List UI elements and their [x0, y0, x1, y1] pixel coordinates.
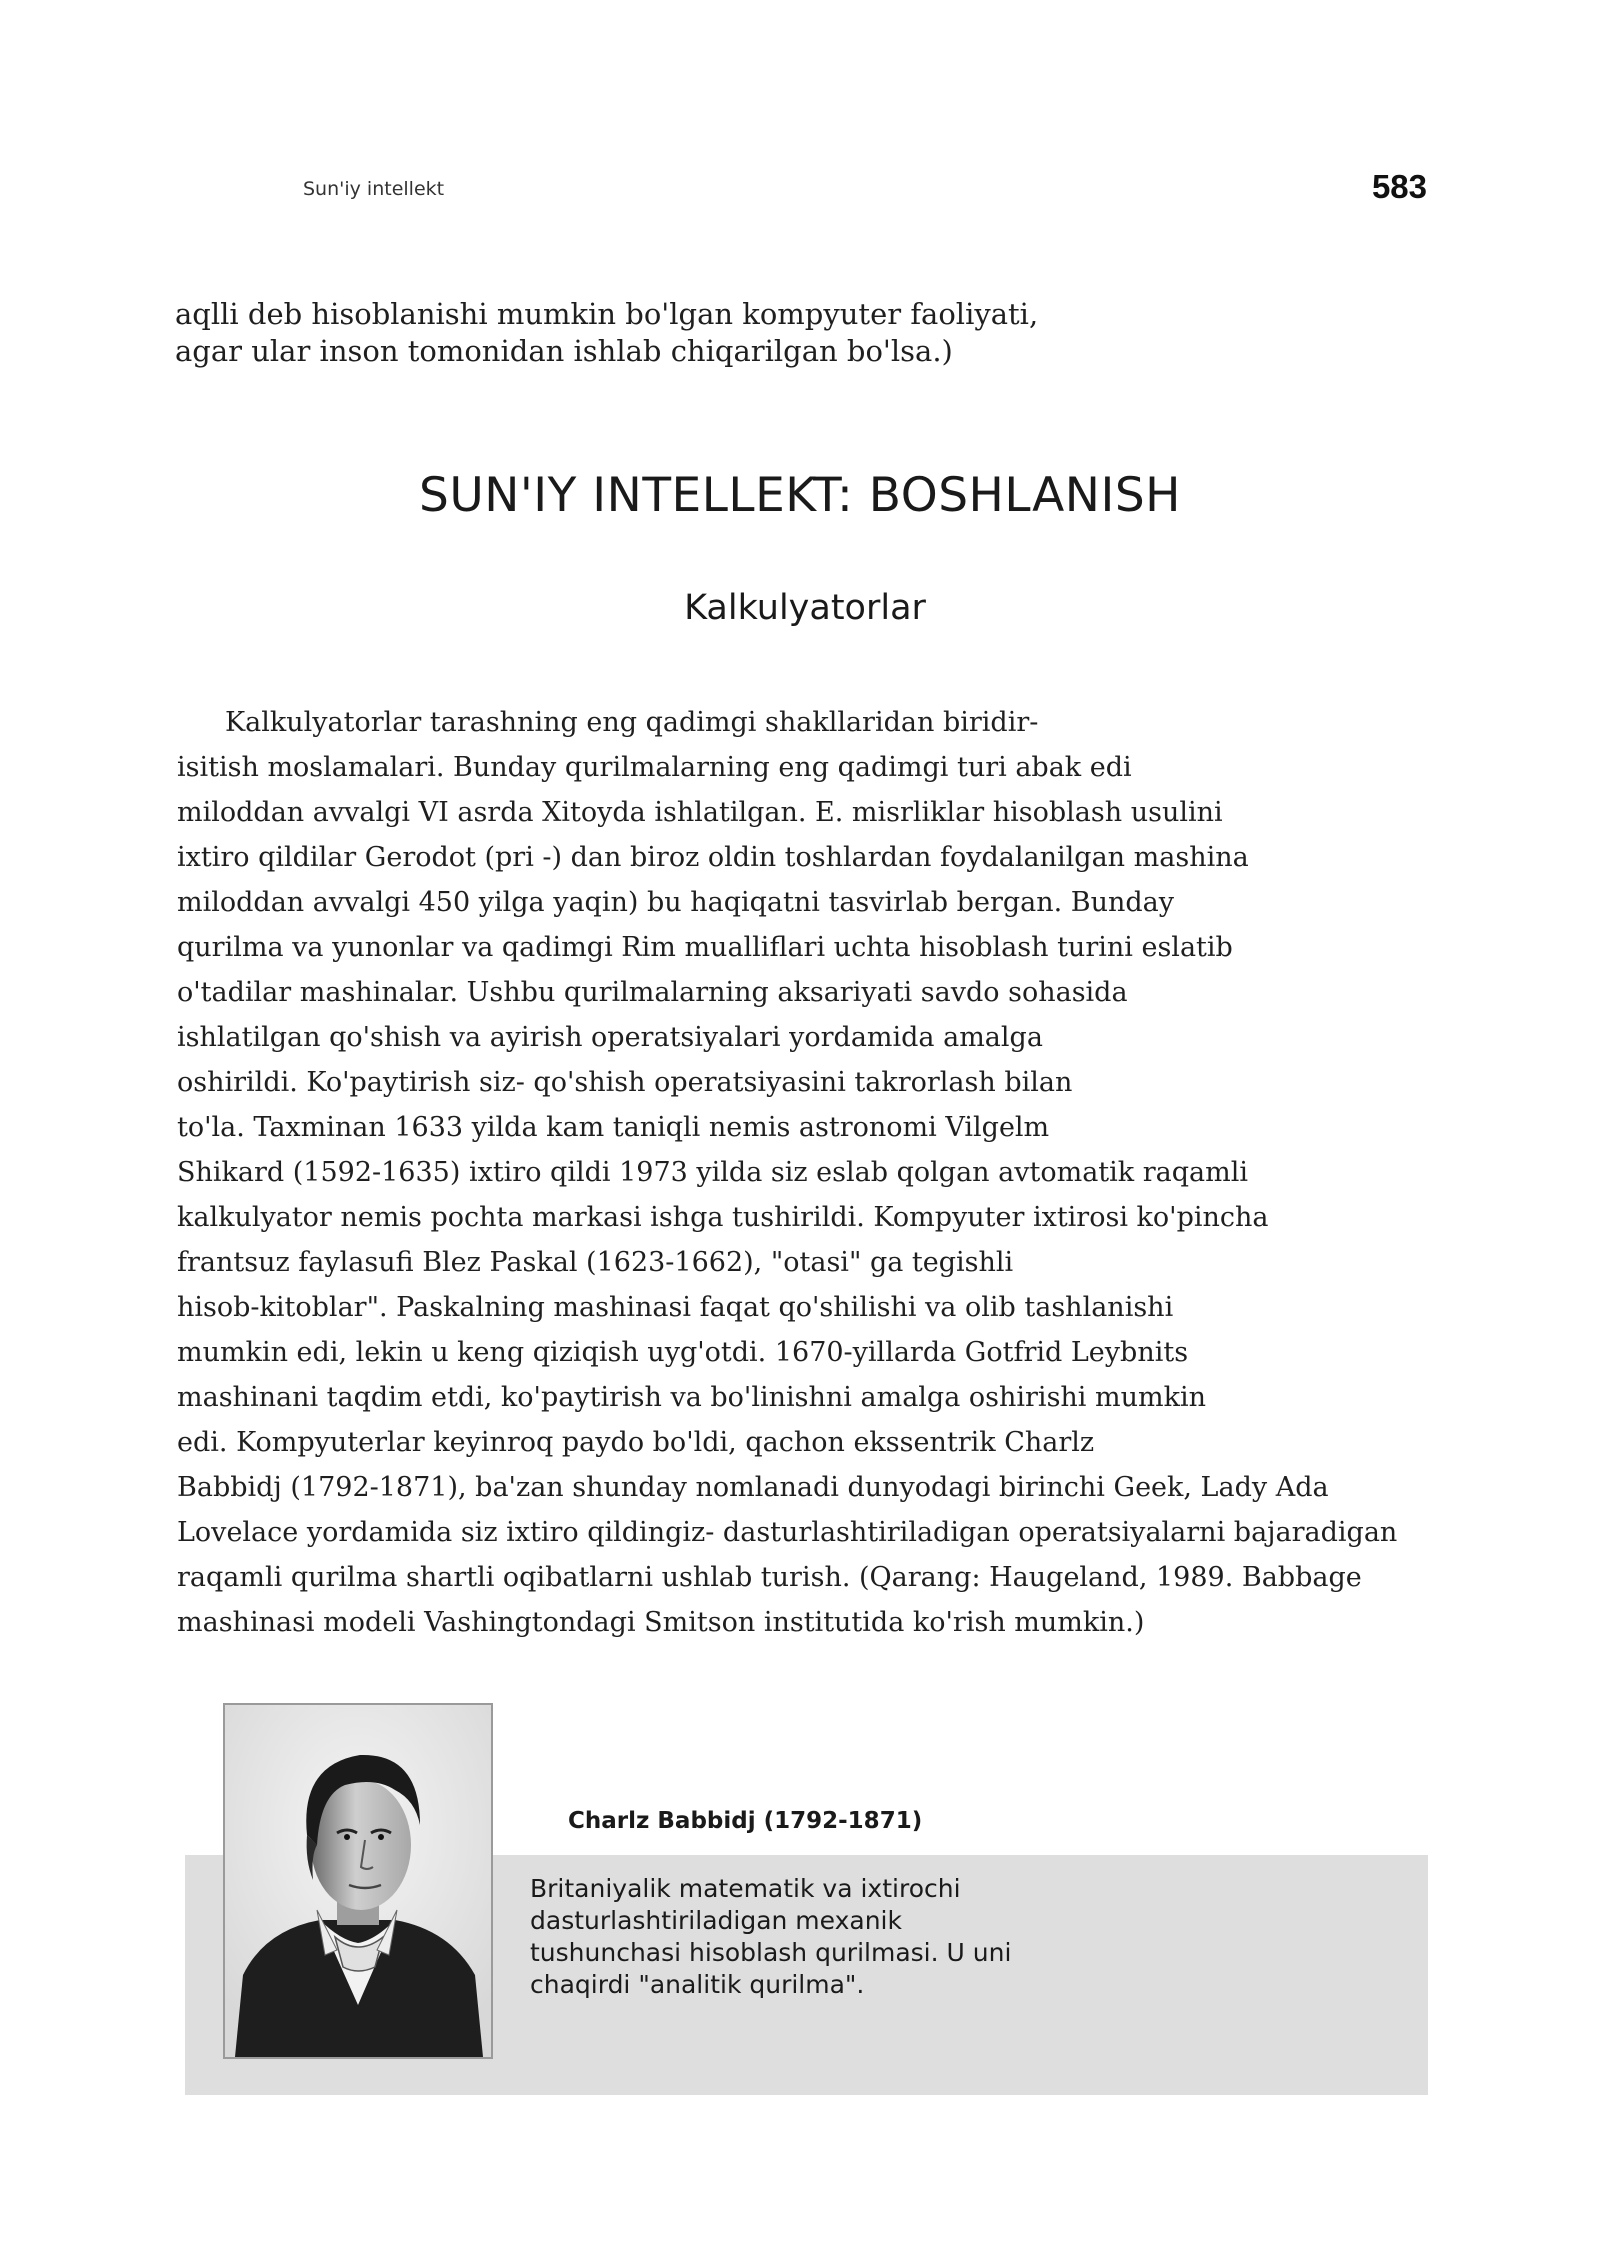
body-line: frantsuz faylasufi Blez Paskal (1623-1662), "otasi" ga tegishli	[177, 1247, 1014, 1278]
page-number: 583	[1371, 168, 1427, 205]
body-line: edi. Kompyuterlar keyinroq paydo bo'ldi, qachon ekssentrik Charlz	[177, 1427, 1095, 1458]
body-line: to'la. Taxminan 1633 yilda kam taniqli nemis astronomi Vilgelm	[177, 1112, 1050, 1143]
body-line: isitish moslamalari. Bunday qurilmalarning eng qadimgi turi abak edi	[177, 752, 1132, 783]
body-line: raqamli qurilma shartli oqibatlarni ushlab turish. (Qarang: Haugeland, 1989. Babbage	[177, 1562, 1362, 1593]
running-head: Sun'iy intellekt	[303, 178, 445, 200]
caption-line: chaqirdi "analitik qurilma".	[530, 1970, 865, 1999]
chapter-title: SUN'IY INTELLEKT: BOSHLANISH	[418, 468, 1181, 523]
body-line: Shikard (1592-1635) ixtiro qildi 1973 yilda siz eslab qolgan avtomatik raqamli	[177, 1157, 1248, 1188]
caption-text	[530, 1873, 1050, 2001]
body-line: ixtiro qildilar Gerodot (pri -) dan biroz oldin toshlardan foydalanilgan mashina	[177, 842, 1249, 873]
body-line: mashinasi modeli Vashingtondagi Smitson institutida ko'rish mumkin.)	[177, 1607, 1145, 1638]
portrait-image	[223, 1703, 493, 2059]
body-line: kalkulyator nemis pochta markasi ishga tushirildi. Kompyuter ixtirosi ko'pincha	[177, 1202, 1269, 1233]
body-line: hisob-kitoblar". Paskalning mashinasi faqat qo'shilishi va olib tashlanishi	[177, 1292, 1174, 1323]
body-line: mashinani taqdim etdi, ko'paytirish va bo'linishni amalga oshirishi mumkin	[177, 1382, 1207, 1413]
body-line: Babbidj (1792-1871), ba'zan shunday nomlanadi dunyodagi birinchi Geek, Lady Ada	[177, 1472, 1329, 1503]
body-line: oshirildi. Ko'paytirish siz- qo'shish operatsiyasini takrorlash bilan	[177, 1067, 1073, 1098]
body-line: miloddan avvalgi VI asrda Xitoyda ishlatilgan. E. misrliklar hisoblash usulini	[177, 797, 1223, 828]
caption-line: tushunchasi hisoblash qurilmasi. U uni	[530, 1938, 1012, 1967]
body-paragraph	[177, 700, 1477, 1645]
body-line: qurilma va yunonlar va qadimgi Rim mualliflari uchta hisoblash turini eslatib	[177, 932, 1233, 963]
body-line: mumkin edi, lekin u keng qiziqish uyg'otdi. 1670-yillarda Gotfrid Leybnits	[177, 1337, 1189, 1368]
body-line: ishlatilgan qo'shish va ayirish operatsiyalari yordamida amalga	[177, 1022, 1043, 1053]
lead-in-line: agar ular inson tomonidan ishlab chiqarilgan bo'lsa.)	[175, 334, 953, 368]
body-line: o'tadilar mashinalar. Ushbu qurilmalarning aksariyati savdo sohasida	[177, 977, 1128, 1008]
body-line: miloddan avvalgi 450 yilga yaqin) bu haqiqatni tasvirlab bergan. Bunday	[177, 887, 1175, 918]
lead-in-paragraph	[175, 296, 1435, 370]
caption-title: Charlz Babbidj (1792-1871)	[568, 1808, 923, 1834]
body-line: Lovelace yordamida siz ixtiro qildingiz- dasturlashtiriladigan operatsiyalarni bajaradigan	[177, 1517, 1398, 1548]
caption-line: Britaniyalik matematik va ixtirochi	[530, 1874, 961, 1903]
body-line: Kalkulyatorlar tarashning eng qadimgi shakllaridan biridir-	[225, 707, 1039, 738]
lead-in-line: aqlli deb hisoblanishi mumkin bo'lgan kompyuter faoliyati,	[175, 297, 1039, 331]
caption-line: dasturlashtiriladigan mexanik	[530, 1906, 902, 1935]
section-title: Kalkulyatorlar	[684, 588, 926, 628]
